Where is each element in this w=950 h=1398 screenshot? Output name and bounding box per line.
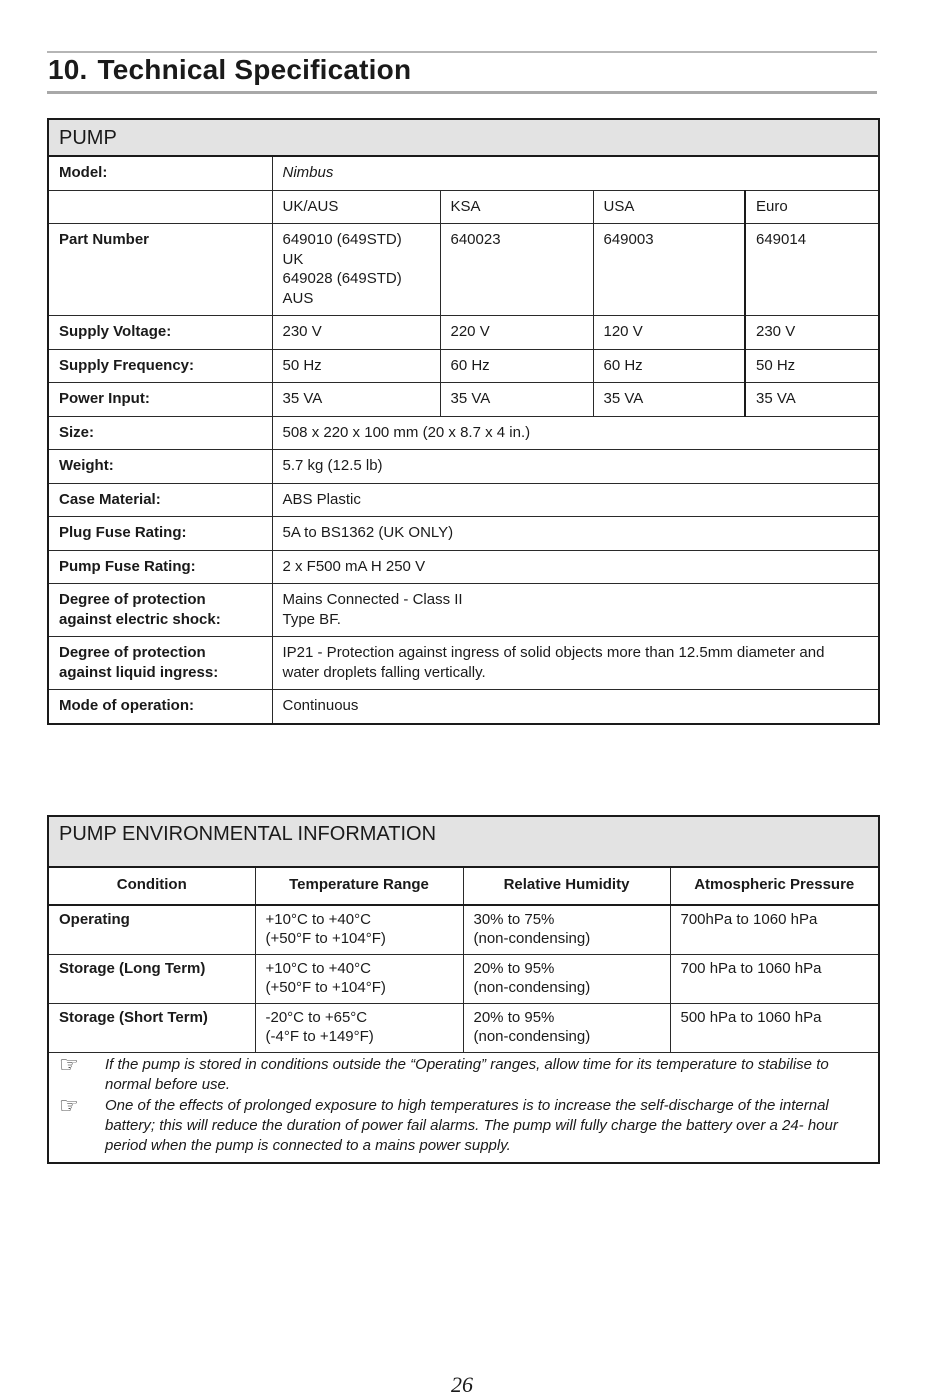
notes-row <box>48 1052 879 1163</box>
part-number-line: 640023 <box>450 231 501 248</box>
supply-frequency-cell: 60 Hz <box>593 349 745 383</box>
case-material-value: ABS Plastic <box>272 483 879 517</box>
value-line: 20% to 95% <box>473 1008 555 1026</box>
supply-voltage-cell: 120 V <box>593 316 745 350</box>
region-cell: USA <box>593 190 745 224</box>
note-line: One of the effects of prolonged exposure to high temperatures is to increase the self-discharge of the internal <box>105 1096 829 1114</box>
weight-value: 5.7 kg (12.5 lb) <box>272 450 879 484</box>
page-title <box>48 54 411 86</box>
pump-fuse-row <box>48 550 879 584</box>
pointing-hand-icon: ☞ <box>59 1051 79 1077</box>
header-rule-top <box>47 51 877 53</box>
column-header: Relative Humidity <box>463 867 670 905</box>
region-blank-cell <box>48 190 272 224</box>
liquid-ingress-label <box>48 637 272 690</box>
plug-fuse-label: Plug Fuse Rating: <box>48 517 272 551</box>
note-line: battery; this will reduce the duration of power fail alarms. The pump will fully charge the battery over a 24- <box>105 1116 804 1134</box>
note-item <box>49 1053 878 1095</box>
part-number-cell <box>745 224 879 316</box>
region-cell: Euro <box>745 190 879 224</box>
supply-frequency-cell: 50 Hz <box>272 349 440 383</box>
value-line: +10°C to +40°C <box>265 910 371 928</box>
pump-fuse-value: 2 x F500 mA H 250 V <box>272 550 879 584</box>
plug-fuse-value: 5A to BS1362 (UK ONLY) <box>272 517 879 551</box>
pump-heading: PUMP <box>48 119 879 156</box>
supply-frequency-row <box>48 349 879 383</box>
plug-fuse-row <box>48 517 879 551</box>
header-rule-bottom <box>47 91 877 94</box>
humidity-cell <box>463 1003 670 1052</box>
power-input-cell: 35 VA <box>593 383 745 417</box>
mode-label: Mode of operation: <box>48 690 272 724</box>
pump-heading-row <box>48 119 879 156</box>
part-number-line: 649003 <box>603 231 654 248</box>
electric-shock-row <box>48 584 879 637</box>
pressure-cell: 500 hPa to 1060 hPa <box>670 1003 879 1052</box>
value-line: (+50°F to +104°F) <box>265 979 386 996</box>
environment-heading: PUMP ENVIRONMENTAL INFORMATION <box>48 816 879 867</box>
supply-frequency-cell: 50 Hz <box>745 349 879 383</box>
supply-voltage-cell: 230 V <box>745 316 879 350</box>
value-line: (-4°F to +149°F) <box>265 1028 374 1045</box>
power-input-cell: 35 VA <box>745 383 879 417</box>
region-cell: UK/AUS <box>272 190 440 224</box>
part-number-row <box>48 224 879 316</box>
part-number-line: UK <box>282 250 304 268</box>
part-number-cell <box>272 224 440 316</box>
model-value: Nimbus <box>272 156 879 190</box>
value-line: 30% to 75% <box>473 910 555 928</box>
electric-shock-value <box>272 584 879 637</box>
pressure-cell: 700hPa to 1060 hPa <box>670 905 879 955</box>
region-row <box>48 190 879 224</box>
liquid-ingress-row <box>48 637 879 690</box>
environment-table <box>47 815 880 1164</box>
mode-value: Continuous <box>272 690 879 724</box>
page-number: 26 <box>451 1372 473 1397</box>
value-line: 20% to 95% <box>473 959 555 977</box>
power-input-row <box>48 383 879 417</box>
temperature-cell <box>255 954 463 1003</box>
supply-voltage-cell: 220 V <box>440 316 593 350</box>
humidity-cell <box>463 905 670 955</box>
note-line: to normal before use. <box>105 1055 829 1093</box>
value-line: Type BF. <box>282 610 341 628</box>
note-item <box>49 1092 878 1162</box>
part-number-line: 649028 (649STD) <box>282 270 402 287</box>
size-row <box>48 416 879 450</box>
electric-shock-label <box>48 584 272 637</box>
temperature-cell <box>255 905 463 955</box>
part-number-cell <box>440 224 593 316</box>
environment-header-row <box>48 867 879 905</box>
supply-voltage-cell: 230 V <box>272 316 440 350</box>
pressure-cell: 700 hPa to 1060 hPa <box>670 954 879 1003</box>
region-cell: KSA <box>440 190 593 224</box>
note-text <box>105 1096 878 1156</box>
weight-row <box>48 450 879 484</box>
column-header: Atmospheric Pressure <box>670 867 879 905</box>
part-number-line: 649010 (649STD) <box>282 231 402 248</box>
value-line: IP21 - Protection against ingress of solid objects more than 12.5mm diameter and <box>282 644 825 661</box>
table-row <box>48 905 879 955</box>
model-label: Model: <box>48 156 272 190</box>
section-number: 10. <box>48 54 88 85</box>
power-input-label: Power Input: <box>48 383 272 417</box>
supply-frequency-cell: 60 Hz <box>440 349 593 383</box>
value-line: Mains Connected - Class II <box>282 591 463 608</box>
power-input-cell: 35 VA <box>440 383 593 417</box>
value-line: (non-condensing) <box>473 930 591 947</box>
note-line: If the pump is stored in conditions outside the “Operating” ranges, allow time for its temperature to stabilise <box>105 1055 813 1073</box>
temperature-cell <box>255 1003 463 1052</box>
value-line: -20°C to +65°C <box>265 1008 368 1026</box>
note-line: hour period when the pump is connected to a mains power supply. <box>105 1116 838 1154</box>
pump-spec-table <box>47 118 880 725</box>
label-line: Degree of protection <box>59 644 206 661</box>
condition-cell: Operating <box>48 905 255 955</box>
power-input-cell: 35 VA <box>272 383 440 417</box>
model-row <box>48 156 879 190</box>
label-line: against electric shock: <box>59 610 221 628</box>
part-number-line: 649014 <box>756 231 807 248</box>
part-number-cell <box>593 224 745 316</box>
part-number-label: Part Number <box>48 224 272 316</box>
column-header: Temperature Range <box>255 867 463 905</box>
supply-voltage-label: Supply Voltage: <box>48 316 272 350</box>
supply-voltage-row <box>48 316 879 350</box>
weight-label: Weight: <box>48 450 272 484</box>
value-line: (non-condensing) <box>473 1028 591 1045</box>
note-text <box>105 1055 878 1095</box>
environment-heading-row <box>48 816 879 867</box>
supply-frequency-label: Supply Frequency: <box>48 349 272 383</box>
condition-cell: Storage (Long Term) <box>48 954 255 1003</box>
section-title: Technical Specification <box>97 54 412 85</box>
size-label: Size: <box>48 416 272 450</box>
value-line: (non-condensing) <box>473 979 591 996</box>
pointing-hand-icon: ☞ <box>59 1092 79 1118</box>
label-line: against liquid ingress: <box>59 663 219 681</box>
liquid-ingress-value <box>272 637 879 690</box>
part-number-line: AUS <box>282 289 314 307</box>
case-material-label: Case Material: <box>48 483 272 517</box>
table-row <box>48 1003 879 1052</box>
size-value: 508 x 220 x 100 mm (20 x 8.7 x 4 in.) <box>272 416 879 450</box>
value-line: +10°C to +40°C <box>265 959 371 977</box>
case-material-row <box>48 483 879 517</box>
pump-fuse-label: Pump Fuse Rating: <box>48 550 272 584</box>
condition-cell: Storage (Short Term) <box>48 1003 255 1052</box>
column-header: Condition <box>48 867 255 905</box>
mode-row <box>48 690 879 724</box>
label-line: Degree of protection <box>59 591 206 608</box>
table-row <box>48 954 879 1003</box>
humidity-cell <box>463 954 670 1003</box>
value-line: water droplets falling vertically. <box>282 663 486 681</box>
notes-cell <box>48 1052 879 1163</box>
value-line: (+50°F to +104°F) <box>265 930 386 947</box>
